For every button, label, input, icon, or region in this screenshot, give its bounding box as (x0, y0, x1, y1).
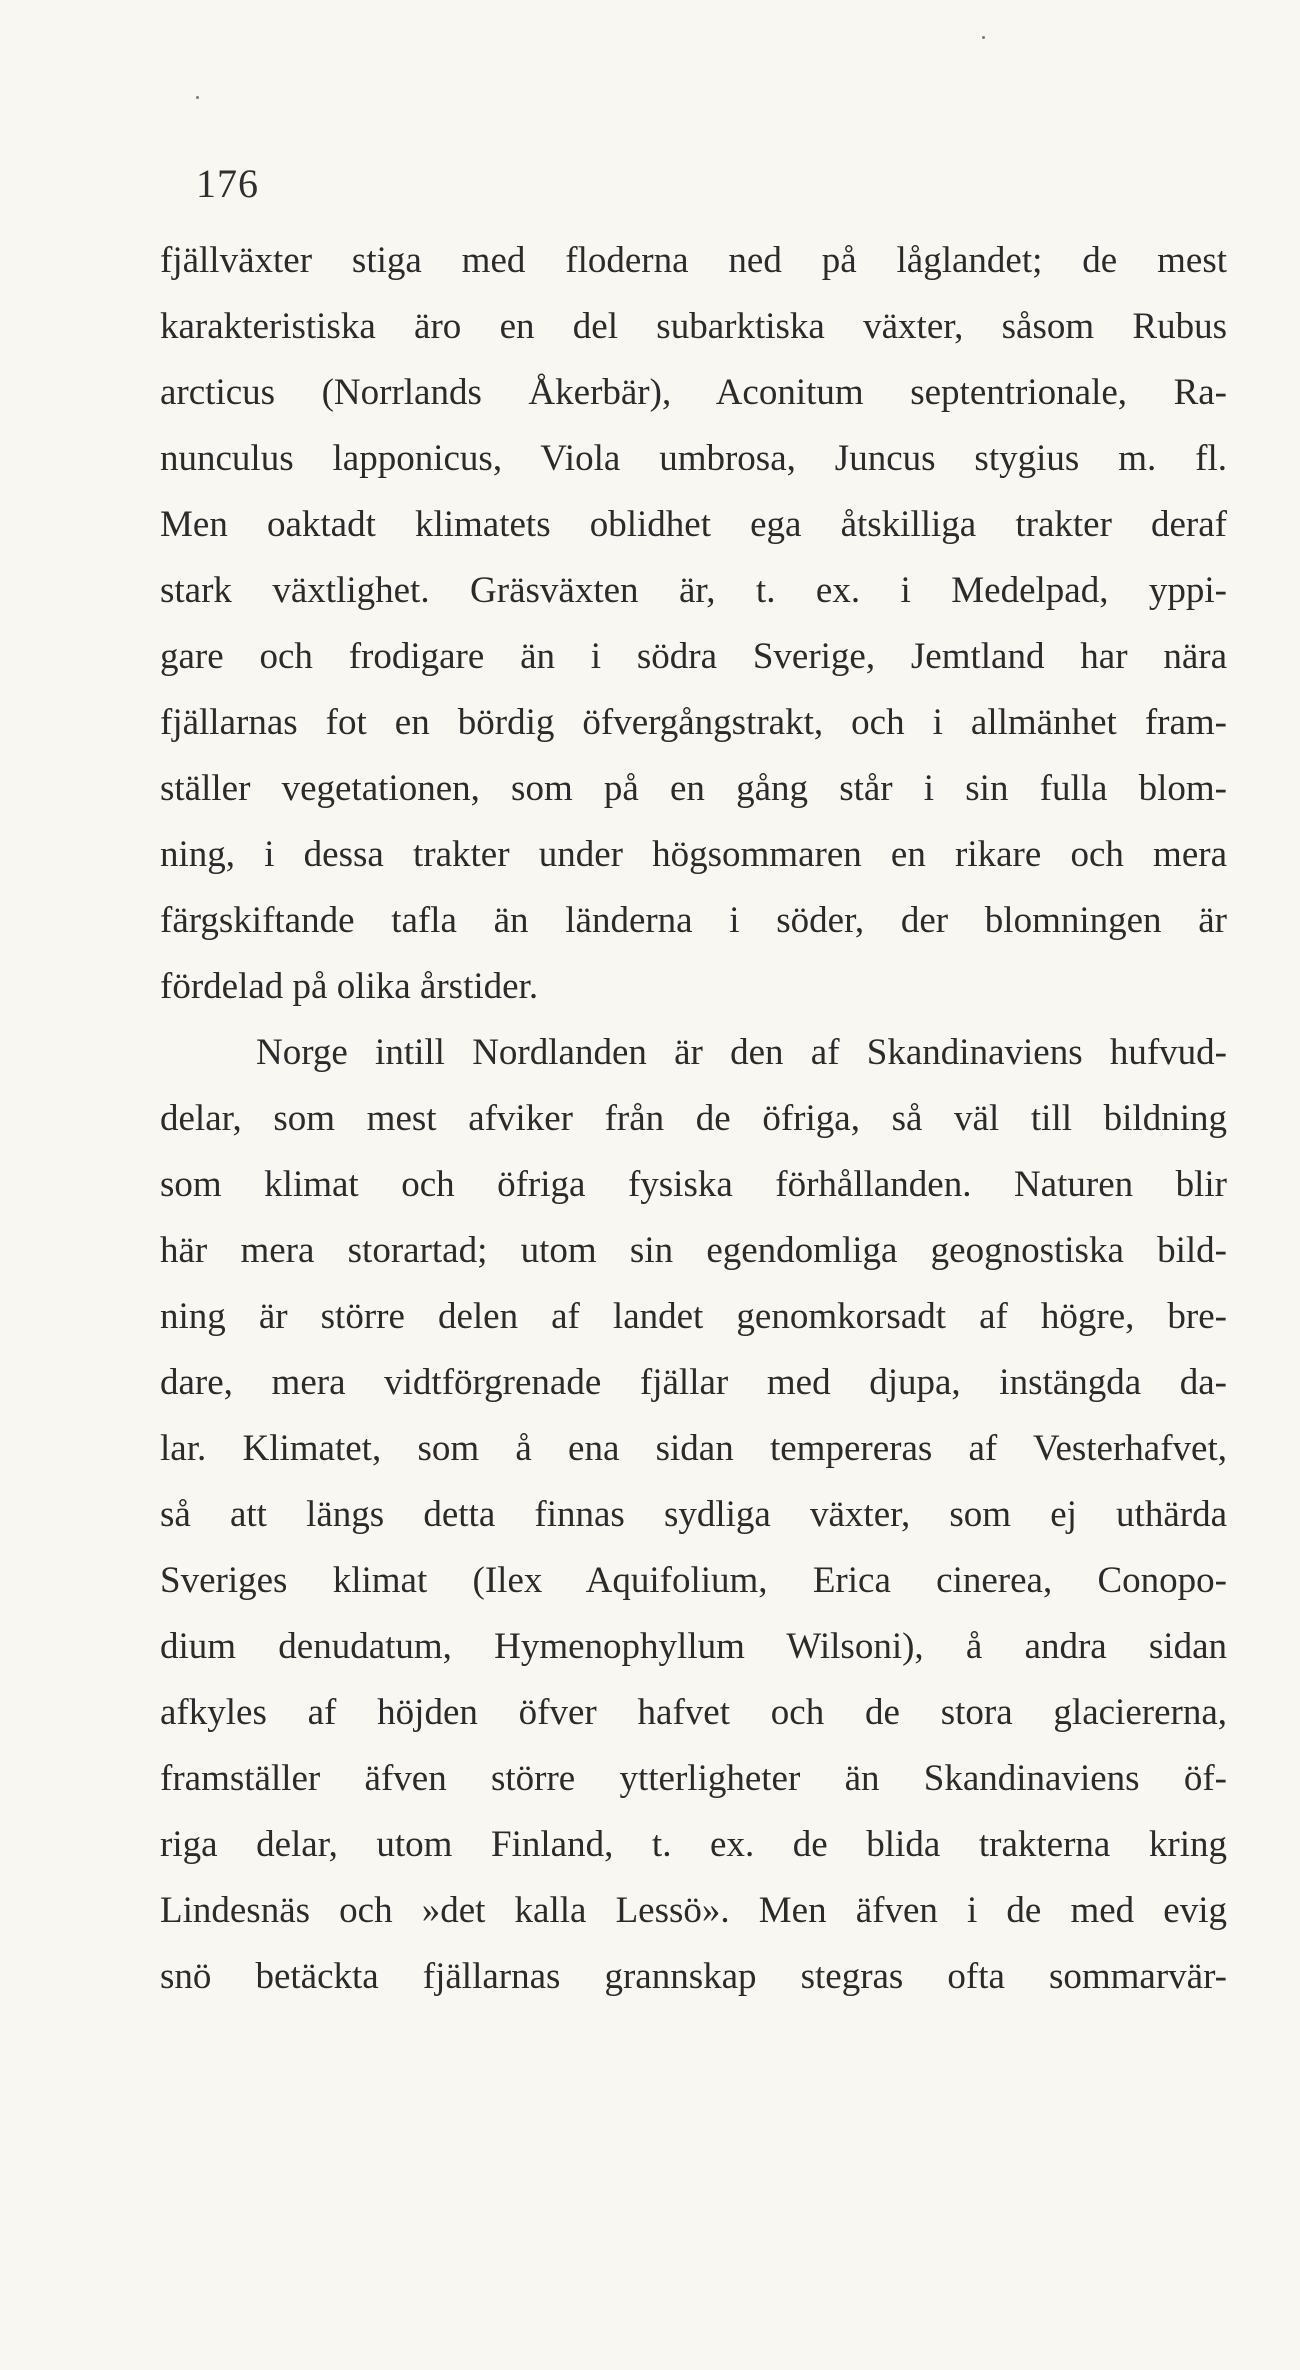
text-line-6: stark växtlighet. Gräsväxten är, t. ex. i Medelpad, yppi- (160, 570, 1227, 611)
text-line-3: arcticus (Norrlands Åkerbär), Aconitum septentrionale, Ra- (160, 372, 1227, 413)
ink-speck (196, 96, 199, 99)
text-line-8: fjällarnas fot en bördig öfvergångstrakt, och i allmänhet fram- (160, 702, 1227, 743)
text-line-2: karakteristiska äro en del subarktiska växter, såsom Rubus (160, 306, 1227, 347)
text-line-25: riga delar, utom Finland, t. ex. de blida trakterna kring (160, 1824, 1227, 1865)
text-line-12: fördelad på olika årstider. (160, 966, 539, 1007)
text-line-7: gare och frodigare än i södra Sverige, Jemtland har nära (160, 636, 1227, 677)
body-text (160, 232, 1227, 2014)
text-line-19: lar. Klimatet, som å ena sidan tempereras af Vesterhafvet, (160, 1428, 1227, 1469)
text-line-5: Men oaktadt klimatets oblidhet ega åtskilliga trakter deraf (160, 504, 1227, 545)
text-line-11: färgskiftande tafla än länderna i söder, der blomningen är (160, 900, 1227, 941)
text-line-16: här mera storartad; utom sin egendomliga geognostiska bild- (160, 1230, 1227, 1271)
text-line-1: fjällväxter stiga med floderna ned på låglandet; de mest (160, 240, 1227, 281)
text-line-26: Lindesnäs och »det kalla Lessö». Men äfven i de med evig (160, 1890, 1227, 1931)
text-line-4: nunculus lapponicus, Viola umbrosa, Juncus stygius m. fl. (160, 438, 1227, 479)
text-line-17: ning är större delen af landet genomkorsadt af högre, bre- (160, 1296, 1227, 1337)
text-line-21: Sveriges klimat (Ilex Aquifolium, Erica cinerea, Conopo- (160, 1560, 1227, 1601)
text-line-9: ställer vegetationen, som på en gång står i sin fulla blom- (160, 768, 1227, 809)
text-line-13: Norge intill Nordlanden är den af Skandinaviens hufvud- (256, 1032, 1227, 1073)
text-line-20: så att längs detta finnas sydliga växter, som ej uthärda (160, 1494, 1227, 1535)
text-line-18: dare, mera vidtförgrenade fjällar med djupa, instängda da- (160, 1362, 1227, 1403)
text-line-22: dium denudatum, Hymenophyllum Wilsoni), å andra sidan (160, 1626, 1227, 1667)
page-number: 176 (196, 161, 259, 206)
text-line-10: ning, i dessa trakter under högsommaren en rikare och mera (160, 834, 1227, 875)
text-line-14: delar, som mest afviker från de öfriga, så väl till bildning (160, 1098, 1227, 1139)
text-line-27: snö betäckta fjällarnas grannskap stegras ofta sommarvär- (160, 1956, 1227, 1997)
ink-speck (982, 36, 985, 39)
text-line-24: framställer äfven större ytterligheter än Skandinaviens öf- (160, 1758, 1227, 1799)
text-line-23: afkyles af höjden öfver hafvet och de stora glaciererna, (160, 1692, 1227, 1733)
text-line-15: som klimat och öfriga fysiska förhållanden. Naturen blir (160, 1164, 1227, 1205)
